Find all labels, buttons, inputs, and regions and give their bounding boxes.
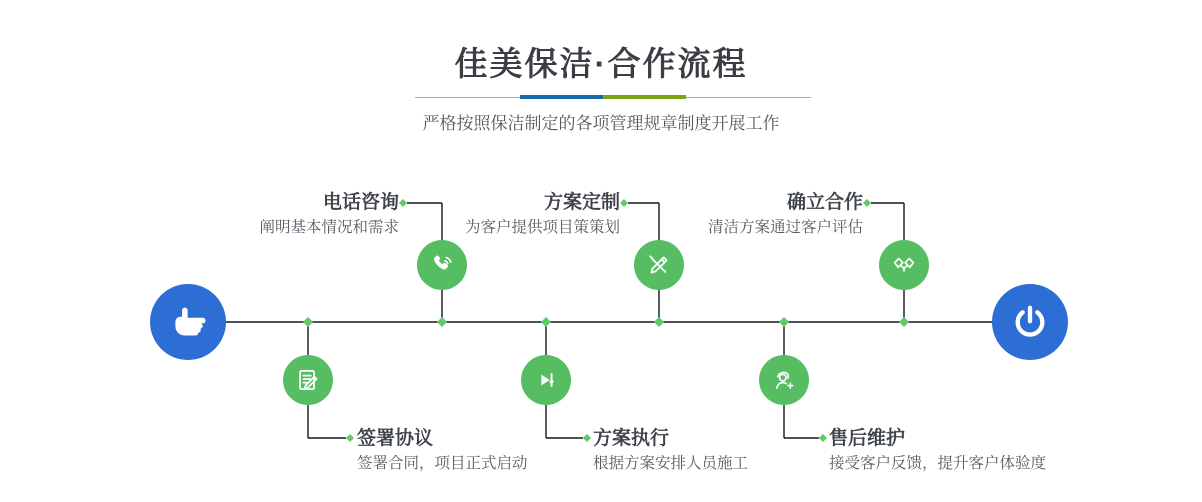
node-circle-establish-cooperation <box>879 240 929 290</box>
play-next-icon <box>532 366 560 394</box>
label-diamond-bullet <box>620 199 628 207</box>
node-subtitle: 阐明基本情况和需求 <box>259 219 399 236</box>
node-title: 确立合作 <box>786 192 863 213</box>
node-title: 售后维护 <box>829 428 906 449</box>
node-title: 签署协议 <box>357 428 434 449</box>
label-diamond-bullet <box>819 434 827 442</box>
page-title: 佳美保洁·合作流程 <box>454 45 748 82</box>
timeline-diamond-marker <box>303 317 313 327</box>
node-label-sign-agreement <box>357 426 528 475</box>
node-circle-sign-agreement <box>283 355 333 405</box>
node-title: 方案定制 <box>543 192 620 213</box>
contract-pen-icon <box>294 366 322 394</box>
node-circle-aftersale-support <box>759 355 809 405</box>
node-title: 方案执行 <box>593 428 670 449</box>
node-subtitle: 清洁方案通过客户评估 <box>707 219 863 236</box>
label-diamond-bullet <box>863 199 871 207</box>
node-label-phone-consult <box>259 190 399 239</box>
node-subtitle: 为客户提供项目策策划 <box>464 219 620 236</box>
node-label-plan-customize <box>465 190 620 239</box>
label-diamond-bullet <box>399 199 407 207</box>
pointing-hand-icon <box>167 301 209 343</box>
timeline-diamond-marker <box>654 317 664 327</box>
flow-end-circle <box>992 284 1068 360</box>
phone-icon <box>428 251 456 279</box>
node-label-plan-execute <box>593 426 748 475</box>
pencil-tools-icon <box>645 251 673 279</box>
timeline-diamond-marker <box>899 317 909 327</box>
timeline-diamond-marker <box>779 317 789 327</box>
node-circle-phone-consult <box>417 240 467 290</box>
label-diamond-bullet <box>346 434 354 442</box>
headset-plus-icon <box>770 366 798 394</box>
node-title: 电话咨询 <box>322 192 399 213</box>
node-subtitle: 接受客户反馈，提升客户体验度 <box>829 455 1047 472</box>
node-circle-plan-customize <box>634 240 684 290</box>
power-icon <box>1010 302 1050 342</box>
handshake-icon <box>890 251 918 279</box>
node-subtitle: 根据方案安排人员施工 <box>593 455 749 472</box>
node-label-establish-cooperation <box>708 190 863 239</box>
node-circle-plan-execute <box>521 355 571 405</box>
timeline-diamond-marker <box>541 317 551 327</box>
node-label-aftersale-support <box>829 426 1046 475</box>
flow-start-circle <box>150 284 226 360</box>
page-subtitle: 严格按照保洁制定的各项管理规章制度开展工作 <box>422 114 780 133</box>
timeline-diamond-marker <box>437 317 447 327</box>
label-diamond-bullet <box>583 434 591 442</box>
node-subtitle: 签署合同，项目正式启动 <box>357 455 528 472</box>
